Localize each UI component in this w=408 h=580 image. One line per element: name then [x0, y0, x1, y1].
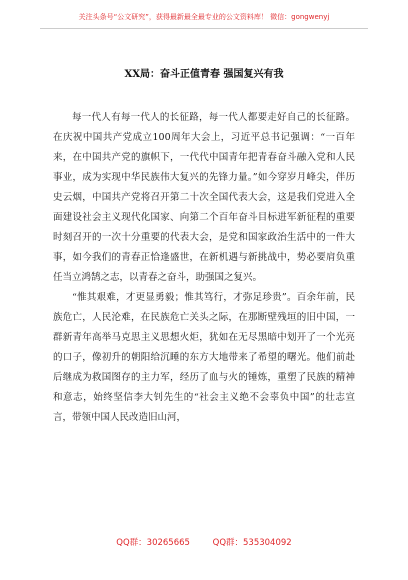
header-banner: 关注头条号“公文研究”，获得最新最全最专业的公文资料库！ 微信：gongwenyj — [78, 13, 330, 21]
paragraph-2: “惟其艰难，才更显勇毅；惟其笃行，才弥足珍贵”。百余年前，民族危亡，人民沦难，在民族危亡关头之际，在那断壁残垣的旧中国，一群新青年高举马克思主义思想火炬，犹如在无尽黑暗中划开了一个光亮的口子，像初升的朝阳给沉睡的东方大地带来了希望的曙光。他们前赴后继成为救国图存的主力军，经历了血与火的锤炼，重塑了民族的精神和意志，始终坚信李大钊先生的“社会主义绝不会辜负中国”的壮志宣言，带领中国人民改造旧山河， — [53, 292, 355, 423]
document-body — [53, 108, 355, 428]
paragraph-1: 每一代人有每一代人的长征路，每一代人都要走好自己的长征路。在庆祝中国共产党成立100周年大会上，习近平总书记强调：“一百年来，在中国共产党的旗帜下，一代代中国青年把青春奋斗融入党和人民事业，成为实现中华民族伟大复兴的先锋力量。”如今穿岁月峰尖，伴历史云烟，中国共产党将召开第二十次全国代表大会，这是我们党进入全面建设社会主义现代化国家、向第二个百年奋斗目标进军新征程的重要时刻召开的一次十分重要的代表大会，是党和国家政治生活中的一件大事，如今我们的青春正恰逢盛世，在新机遇与新挑战中，势必要肩负重任当立鸿鹄之志，以青春之奋斗，助强国之复兴。 — [53, 112, 355, 283]
header-divider — [40, 28, 368, 29]
footer-qq-group-1: QQ群：30265665 — [116, 538, 190, 548]
footer-contact — [0, 537, 408, 549]
footer-qq-group-2: QQ群：535304092 — [212, 538, 292, 548]
document-title: XX局：奋斗正值青春 强国复兴有我 — [124, 69, 284, 80]
